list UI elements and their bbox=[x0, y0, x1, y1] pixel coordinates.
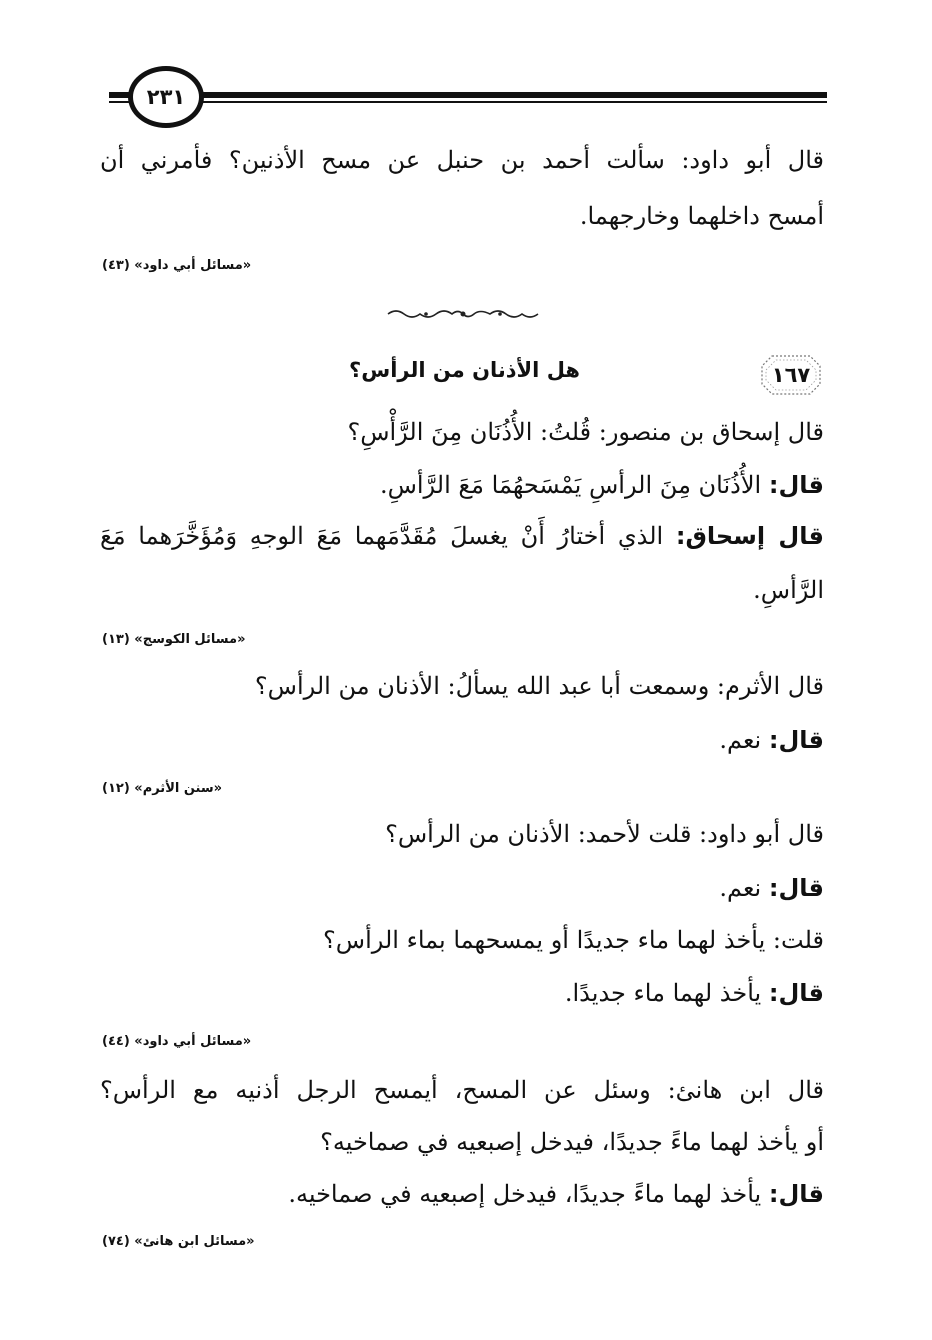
paragraph-line: قال ابن هانئ: وسئل عن المسح، أيمسح الرجل أذنيه مع الرأس؟ bbox=[100, 1076, 824, 1104]
paragraph-line: قال أبو داود: قلت لأحمد: الأذنان من الرأس؟ bbox=[385, 820, 824, 848]
paragraph-line bbox=[719, 870, 824, 906]
paragraph-text: الأُذُنَان مِنَ الرأسِ يَمْسَحهُمَا مَعَ الرَّأسِ. bbox=[379, 471, 769, 499]
speaker-label: قال: bbox=[768, 471, 824, 499]
speaker-label: قال إسحاق: bbox=[675, 522, 824, 550]
paragraph-line: أو يأخذ لهما ماءً جديدًا، فيدخل إصبعيه في صماخيه؟ bbox=[320, 1128, 824, 1156]
paragraph-line: قلت: يأخذ لهما ماء جديدًا أو يمسحهما بماء الرأس؟ bbox=[323, 926, 824, 954]
paragraph-text: نعم. bbox=[719, 726, 769, 754]
page-number-badge bbox=[128, 66, 204, 128]
speaker-label: قال: bbox=[768, 726, 824, 754]
paragraph-line: الرَّأسِ. bbox=[753, 576, 824, 604]
paragraph-text: الذي أختارُ أَنْ يغسلَ مُقَدَّمَهما مَعَ الوجهِ وَمُؤَخَّرَهما مَعَ bbox=[100, 522, 676, 550]
paragraph-line: قال أبو داود: سألت أحمد بن حنبل عن مسح الأذنين؟ فأمرني أن bbox=[100, 146, 824, 174]
paragraph-line: قال إسحاق بن منصور: قُلتُ: الأُذُنَان مِنَ الرَّأْسِ؟ bbox=[347, 418, 824, 446]
paragraph-text: يأخذ لهما ماءً جديدًا، فيدخل إصبعيه في صماخيه. bbox=[288, 1180, 769, 1208]
section-number: ١٦٧ bbox=[771, 363, 811, 387]
ornament-divider-icon bbox=[386, 306, 540, 322]
section-number-badge bbox=[758, 352, 824, 398]
speaker-label: قال: bbox=[768, 979, 824, 1007]
speaker-label: قال: bbox=[768, 874, 824, 902]
paragraph-line bbox=[288, 1176, 824, 1212]
source-citation: «سنن الأثرم» (١٢) bbox=[102, 781, 223, 796]
paragraph-line: قال الأثرم: وسمعت أبا عبد الله يسألُ: الأذنان من الرأس؟ bbox=[254, 672, 824, 700]
source-citation: «مسائل أبي داود» (٤٤) bbox=[102, 1034, 252, 1049]
paragraph-text: نعم. bbox=[719, 874, 769, 902]
header-rule-thin bbox=[109, 101, 827, 103]
paragraph-line bbox=[719, 722, 824, 758]
paragraph-line bbox=[100, 518, 824, 554]
section-title: هل الأذنان من الرأس؟ bbox=[349, 358, 580, 382]
paragraph-line bbox=[380, 467, 824, 503]
source-citation: «مسائل الكوسج» (١٣) bbox=[102, 632, 246, 647]
paragraph-line: أمسح داخلهما وخارجهما. bbox=[579, 202, 824, 230]
speaker-label: قال: bbox=[768, 1180, 824, 1208]
paragraph-text: يأخذ لهما ماء جديدًا. bbox=[564, 979, 769, 1007]
header-rule bbox=[109, 92, 827, 98]
source-citation: «مسائل ابن هانئ» (٧٤) bbox=[102, 1234, 255, 1249]
paragraph-line bbox=[565, 975, 824, 1011]
page-number: ٢٣١ bbox=[146, 85, 186, 109]
source-citation: «مسائل أبي داود» (٤٣) bbox=[102, 258, 252, 273]
